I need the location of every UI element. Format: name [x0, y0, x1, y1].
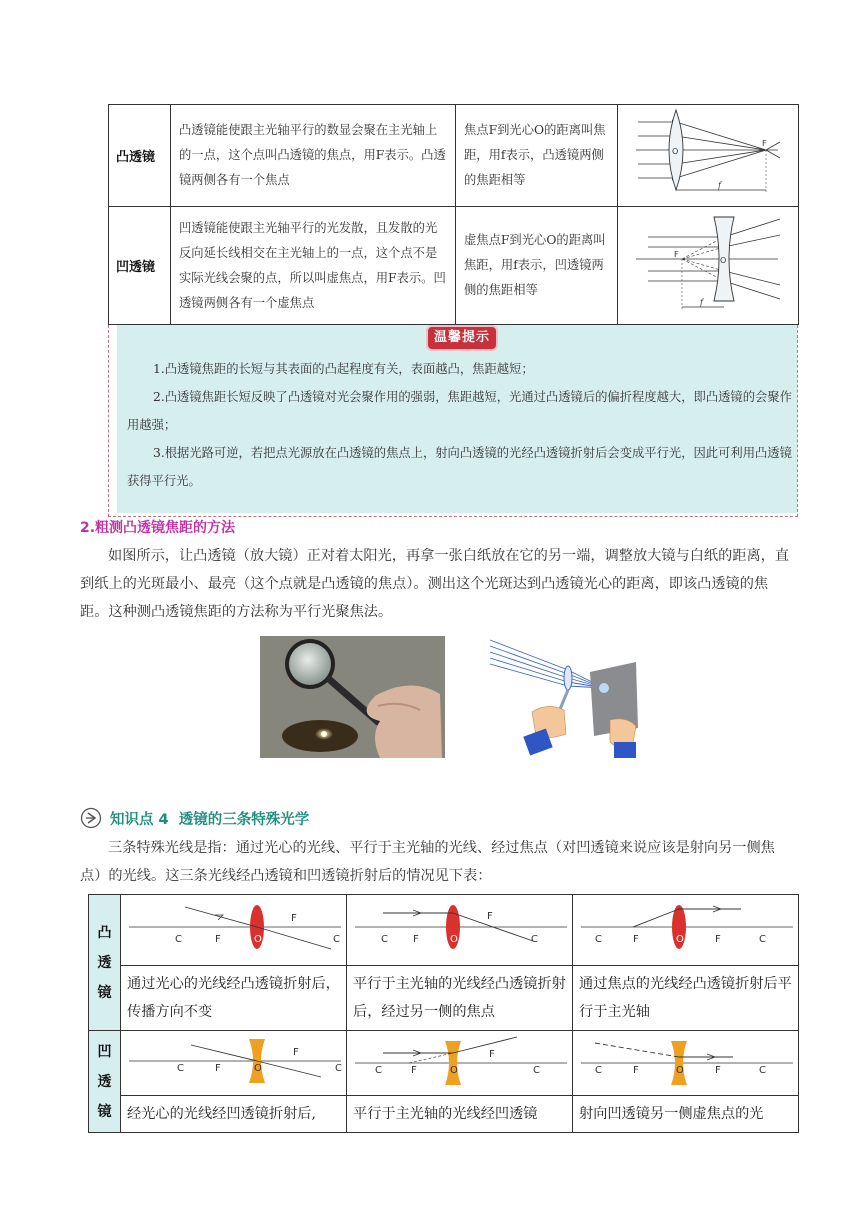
tip-text	[127, 355, 799, 495]
svg-text:F: F	[215, 934, 221, 945]
svg-text:F: F	[715, 934, 721, 945]
convex-focus-text: 通过焦点的光线经凸透镜折射后平行于主光轴	[573, 966, 799, 1031]
concave-focus-text: 射向凹透镜另一侧虚焦点的光	[573, 1096, 799, 1133]
convex-ray-parallel-diagram	[347, 895, 573, 961]
focusing-illustration	[486, 636, 646, 758]
knowledge-point-4-header	[80, 806, 309, 830]
section-2-text: 如图所示，让凸透镜（放大镜）正对着太阳光，再拿一张白纸放在它的另一端，调整放大镜与白纸的距离，直到纸上的光斑最小、最亮（这个点就是凸透镜的焦点）。测出这个光斑达到凸透镜光心的距离，即该凸透镜的焦距。这种测凸透镜焦距的方法称为平行光聚焦法。	[80, 548, 790, 620]
tip-background	[117, 325, 797, 513]
special-rays-table	[88, 894, 799, 1133]
concave-diagram-cell	[618, 207, 799, 325]
svg-text:F: F	[215, 1063, 221, 1074]
concave-side-label: 凹 透 镜	[89, 1031, 121, 1133]
concave-lens-label: 凹透镜	[109, 207, 171, 325]
knowledge-point-4-title: 知识点 4 透镜的三条特殊光学	[110, 811, 310, 828]
concave-diagram-row	[89, 1031, 799, 1096]
convex-ray-focus-diagram	[573, 895, 799, 961]
svg-text:F: F	[487, 911, 493, 922]
svg-text:C: C	[759, 1065, 766, 1076]
svg-text:O: O	[676, 1065, 684, 1076]
svg-text:F: F	[633, 1065, 639, 1076]
concave-text-row	[89, 1096, 799, 1133]
concave-ray-focus-cell	[573, 1031, 799, 1096]
convex-lens-label: 凸透镜	[109, 105, 171, 207]
convex-ray-center-diagram	[121, 895, 347, 961]
svg-text:F: F	[411, 1065, 417, 1076]
section-2-title: 2.粗测凸透镜焦距的方法	[80, 520, 236, 536]
svg-text:C: C	[335, 1063, 342, 1074]
concave-lens-diagram	[628, 209, 788, 319]
svg-text:O: O	[676, 934, 684, 945]
convex-f-label: F	[762, 138, 767, 148]
concave-focal-length-label: f	[700, 297, 703, 307]
concave-definition: 凹透镜能使跟主光轴平行的光发散，且发散的光反向延长线相交在主光轴上的一点，这个点不是实际光线会聚的点，所以叫虚焦点，用F表示。凹透镜两侧各有一个虚焦点	[171, 207, 456, 325]
concave-ray-parallel-diagram	[347, 1031, 573, 1091]
concave-row	[109, 207, 799, 325]
svg-text:O: O	[450, 934, 458, 945]
convex-ray-focus-cell	[573, 895, 799, 966]
svg-text:O: O	[254, 934, 262, 945]
convex-definition: 凸透镜能使跟主光轴平行的数显会聚在主光轴上的一点，这个点叫凸透镜的焦点，用F表示。凸透镜两侧各有一个焦点	[171, 105, 456, 207]
convex-focal-text: 焦点F到光心O的距离叫焦距，用f表示，凸透镜两侧的焦距相等	[456, 105, 618, 207]
svg-text:C: C	[375, 1065, 382, 1076]
concave-center-text: 经光心的光线经凹透镜折射后,	[121, 1096, 347, 1133]
svg-text:C: C	[595, 934, 602, 945]
svg-text:C: C	[531, 934, 538, 945]
play-circle-icon	[80, 807, 102, 829]
svg-text:O: O	[254, 1063, 262, 1074]
svg-text:F: F	[293, 1047, 299, 1058]
convex-ray-parallel-cell	[347, 895, 573, 966]
concave-ray-parallel-cell	[347, 1031, 573, 1096]
convex-diagram-row	[89, 895, 799, 966]
convex-center-text: 通过光心的光线经凸透镜折射后，传播方向不变	[121, 966, 347, 1031]
concave-ray-focus-diagram	[573, 1031, 799, 1091]
svg-text:C: C	[533, 1065, 540, 1076]
concave-f-label: F	[674, 249, 679, 259]
concave-parallel-text: 平行于主光轴的光线经凹透镜	[347, 1096, 573, 1133]
convex-o-label: O	[672, 146, 679, 156]
magnifier-photo	[260, 636, 445, 758]
concave-ray-center-cell	[121, 1031, 347, 1096]
tip-box	[108, 325, 798, 517]
convex-side-label: 凸 透 镜	[89, 895, 121, 1031]
concave-ray-center-diagram	[121, 1031, 347, 1091]
knowledge-point-4-text: 三条特殊光线是指：通过光心的光线、平行于主光轴的光线、经过焦点（对凹透镜来说应该是射向另一侧焦点）的光线。这三条光线经凸透镜和凹透镜折射后的情况见下表：	[80, 840, 775, 884]
svg-text:C: C	[759, 934, 766, 945]
convex-focal-length-label: f	[718, 180, 721, 190]
concave-o-label: O	[720, 255, 727, 265]
convex-lens-diagram	[628, 106, 788, 202]
svg-text:C: C	[595, 1065, 602, 1076]
convex-parallel-text: 平行于主光轴的光线经凸透镜折射后，经过另一侧的焦点	[347, 966, 573, 1031]
svg-text:F: F	[291, 913, 297, 924]
tip-item-3: 3.根据光路可逆，若把点光源放在凸透镜的焦点上，射向凸透镜的光经凸透镜折射后会变成平行光，因此可利用凸透镜获得平行光。	[127, 446, 792, 488]
svg-text:C: C	[333, 934, 340, 945]
svg-text:F: F	[413, 934, 419, 945]
convex-row	[109, 105, 799, 207]
svg-text:C: C	[177, 1063, 184, 1074]
svg-text:C: C	[381, 934, 388, 945]
convex-diagram-cell	[618, 105, 799, 207]
svg-text:O: O	[450, 1065, 458, 1076]
tip-item-1: 1.凸透镜焦距的长短与其表面的凸起程度有关，表面越凸，焦距越短；	[153, 362, 534, 376]
svg-text:F: F	[633, 934, 639, 945]
concave-focal-text: 虚焦点F到光心O的距离叫焦距，用f表示，凹透镜两侧的焦距相等	[456, 207, 618, 325]
lens-definition-table	[108, 104, 799, 325]
svg-text:C: C	[175, 934, 182, 945]
svg-text:F: F	[715, 1065, 721, 1076]
tip-item-2: 2.凸透镜焦距长短反映了凸透镜对光会聚作用的强弱，焦距越短，光通过凸透镜后的偏折程度越大，即凸透镜的会聚作用越强；	[127, 390, 792, 432]
knowledge-point-4-paragraph	[80, 834, 792, 890]
svg-text:F: F	[489, 1049, 495, 1060]
convex-ray-center-cell	[121, 895, 347, 966]
section-2-paragraph	[80, 542, 792, 626]
tip-badge: 温馨提示	[428, 327, 496, 349]
convex-text-row	[89, 966, 799, 1031]
